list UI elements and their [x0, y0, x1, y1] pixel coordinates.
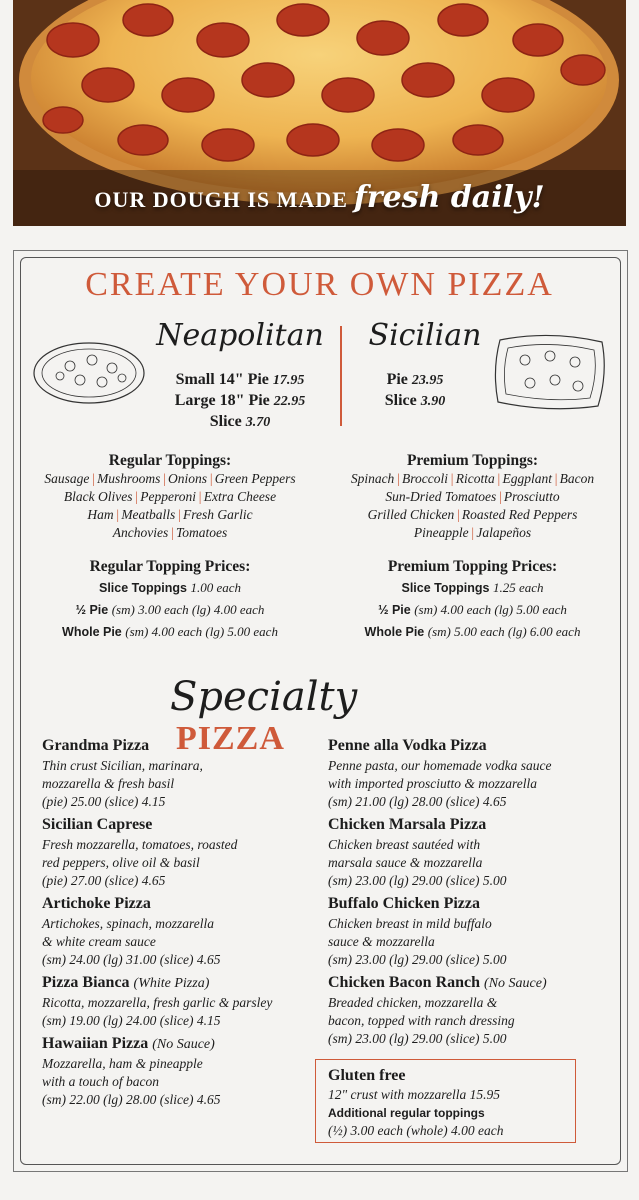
size-label: Slice	[209, 413, 242, 430]
specialty-item	[42, 1034, 317, 1109]
item-desc: Thin crust Sicilian, marinara,	[42, 758, 203, 773]
round-pizza-sketch-icon	[30, 338, 148, 408]
topping-item: Pepperoni	[140, 489, 196, 504]
neapolitan-heading: Neapolitan	[156, 318, 324, 353]
item-price: (pie) 27.00 (slice) 4.65	[42, 873, 166, 888]
price-value: (sm) 5.00 each (lg) 6.00 each	[427, 624, 581, 639]
topping-item: Anchovies	[112, 525, 169, 540]
item-price: (sm) 24.00 (lg) 31.00 (slice) 4.65	[42, 952, 221, 967]
specialty-item	[42, 894, 317, 969]
topping-item: Mushrooms	[97, 471, 161, 486]
premium-prices-heading: Premium Topping Prices:	[387, 558, 558, 575]
price-row	[325, 621, 620, 643]
banner-tagline	[13, 180, 626, 215]
item-desc: Fresh mozzarella, tomatoes, roasted	[42, 837, 238, 852]
page-title: CREATE YOUR OWN PIZZA	[85, 266, 554, 303]
specialty-item	[42, 973, 317, 1030]
item-price: (sm) 22.00 (lg) 28.00 (slice) 4.65	[42, 1092, 221, 1107]
sicilian-prices	[360, 370, 470, 412]
topping-item: Pineapple	[413, 525, 469, 540]
topping-item: Broccoli	[402, 471, 449, 486]
sicilian-size-row	[360, 391, 470, 412]
topping-item: Black Olives	[63, 489, 133, 504]
topping-item: Bacon	[559, 471, 595, 486]
price-label: Whole Pie	[364, 625, 425, 639]
specialty-item	[328, 736, 613, 811]
item-name: Sicilian Caprese	[42, 816, 153, 833]
price-row	[25, 599, 315, 621]
item-desc: Chicken breast sautéed with	[328, 837, 481, 852]
item-price: (sm) 23.00 (lg) 29.00 (slice) 5.00	[328, 1031, 507, 1046]
item-note: (White Pizza)	[133, 976, 210, 991]
price-value: 1.25 each	[492, 580, 544, 595]
item-note: (No Sauce)	[484, 976, 547, 991]
item-price: (½) 3.00 each (whole) 4.00 each	[328, 1123, 504, 1138]
item-name: Gluten free	[328, 1067, 406, 1084]
size-price: 3.70	[245, 415, 271, 430]
neapolitan-size-row	[140, 391, 340, 412]
price-value: 1.00 each	[190, 580, 241, 595]
column-divider	[340, 326, 342, 426]
size-price: 17.95	[272, 373, 305, 388]
square-pizza-sketch-icon	[490, 328, 610, 413]
item-price: (pie) 25.00 (slice) 4.15	[42, 794, 166, 809]
item-desc: marsala sauce & mozzarella	[328, 855, 483, 870]
item-desc: red peppers, olive oil & basil	[42, 855, 200, 870]
price-label: Whole Pie	[62, 625, 122, 639]
price-label: ½ Pie	[75, 603, 109, 617]
topping-item: Spinach	[350, 471, 395, 486]
item-price: (sm) 23.00 (lg) 29.00 (slice) 5.00	[328, 952, 507, 967]
sicilian-heading: Sicilian	[368, 318, 482, 353]
item-price: (sm) 23.00 (lg) 29.00 (slice) 5.00	[328, 873, 507, 888]
item-desc: Mozzarella, ham & pineapple	[42, 1056, 203, 1071]
banner-text-main: OUR DOUGH IS MADE	[94, 187, 348, 212]
item-name: Chicken Bacon Ranch	[328, 974, 481, 991]
item-price: (sm) 21.00 (lg) 28.00 (slice) 4.65	[328, 794, 507, 809]
item-desc: Breaded chicken, mozzarella &	[328, 995, 498, 1010]
item-desc: Penne pasta, our homemade vodka sauce	[328, 758, 552, 773]
price-label: Slice Toppings	[98, 581, 187, 595]
regular-toppings-section	[25, 452, 315, 542]
size-label: Pie	[386, 371, 408, 388]
price-value: (sm) 4.00 each (lg) 5.00 each	[414, 602, 567, 617]
item-desc: Artichokes, spinach, mozzarella	[42, 916, 214, 931]
topping-item: Ricotta	[455, 471, 495, 486]
topping-item: Roasted Red Peppers	[461, 507, 578, 522]
topping-item: Green Peppers	[214, 471, 296, 486]
premium-toppings-section	[325, 452, 620, 542]
premium-toppings-heading: Premium Toppings:	[406, 452, 539, 469]
specialty-item	[328, 894, 613, 969]
specialty-item	[328, 973, 613, 1048]
item-name: Artichoke Pizza	[42, 895, 151, 912]
item-name: Chicken Marsala Pizza	[328, 816, 487, 833]
price-value: (sm) 3.00 each (lg) 4.00 each	[111, 602, 265, 617]
item-desc: with a touch of bacon	[42, 1074, 159, 1089]
banner-text-script: fresh daily!	[353, 180, 545, 215]
specialty-item	[328, 815, 613, 890]
price-label: ½ Pie	[378, 603, 411, 617]
pizza-photo-banner	[13, 0, 626, 226]
topping-item: Fresh Garlic	[183, 507, 253, 522]
item-desc: with imported prosciutto & mozzarella	[328, 776, 538, 791]
size-price: 3.90	[420, 394, 446, 409]
price-row	[325, 599, 620, 621]
item-name: Grandma Pizza	[42, 737, 150, 754]
topping-item: Sun-Dried Tomatoes	[385, 489, 497, 504]
item-name: Penne alla Vodka Pizza	[328, 737, 487, 754]
item-desc: bacon, topped with ranch dressing	[328, 1013, 515, 1028]
price-value: (sm) 4.00 each (lg) 5.00 each	[125, 624, 278, 639]
item-desc: & white cream sauce	[42, 934, 156, 949]
topping-item: Eggplant	[502, 471, 552, 486]
topping-item: Tomatoes	[175, 525, 228, 540]
item-name: Hawaiian Pizza	[42, 1035, 149, 1052]
item-desc: Chicken breast in mild buffalo	[328, 916, 492, 931]
item-price: (sm) 19.00 (lg) 24.00 (slice) 4.15	[42, 1013, 221, 1028]
neapolitan-prices	[140, 370, 340, 433]
item-desc: sauce & mozzarella	[328, 934, 435, 949]
topping-item: Jalapeños	[476, 525, 532, 540]
price-row	[325, 577, 620, 599]
regular-toppings-list: Sausage | Mushrooms | Onions | Green Peppers Black Olives | Pepperoni | Extra Cheese Ham | Meatballs | Fresh Garlic Anchovies | Tomatoes	[44, 471, 296, 540]
size-label: Slice	[384, 392, 417, 409]
sicilian-size-row	[360, 370, 470, 391]
premium-toppings-list: Spinach | Broccoli | Ricotta | Eggplant | Bacon Sun-Dried Tomatoes | Prosciutto Grilled Chicken | Roasted Red Peppers Pineapple | Jalapeños	[350, 471, 595, 540]
topping-item: Ham	[87, 507, 114, 522]
topping-item: Extra Cheese	[203, 489, 277, 504]
specialty-word: PIZZA	[176, 720, 285, 757]
neapolitan-size-row	[140, 412, 340, 433]
specialty-script: Specialty	[170, 674, 358, 720]
topping-item: Grilled Chicken	[367, 507, 455, 522]
premium-topping-prices	[325, 558, 620, 643]
topping-item: Meatballs	[121, 507, 176, 522]
item-desc: 12" crust with mozzarella 15.95	[328, 1087, 501, 1102]
gluten-free-item	[328, 1066, 573, 1140]
size-label: Small 14" Pie	[175, 371, 269, 388]
gluten-free-extra-label: Additional regular toppings	[328, 1106, 485, 1120]
topping-item: Onions	[168, 471, 208, 486]
item-desc: mozzarella & fresh basil	[42, 776, 175, 791]
item-desc: Ricotta, mozzarella, fresh garlic & parsley	[42, 995, 273, 1010]
regular-topping-prices	[25, 558, 315, 643]
specialty-item	[42, 736, 317, 811]
topping-item: Prosciutto	[503, 489, 560, 504]
item-note: (No Sauce)	[152, 1037, 215, 1052]
regular-prices-heading: Regular Topping Prices:	[89, 558, 251, 575]
specialty-item	[42, 815, 317, 890]
price-row	[25, 577, 315, 599]
regular-toppings-heading: Regular Toppings:	[108, 452, 232, 469]
item-name: Pizza Bianca	[42, 974, 130, 991]
topping-item: Sausage	[44, 471, 90, 486]
size-price: 23.95	[411, 373, 444, 388]
neapolitan-size-row	[140, 370, 340, 391]
item-name: Buffalo Chicken Pizza	[328, 895, 480, 912]
size-label: Large 18" Pie	[174, 392, 270, 409]
price-row	[25, 621, 315, 643]
price-label: Slice Toppings	[401, 581, 490, 595]
size-price: 22.95	[273, 394, 306, 409]
